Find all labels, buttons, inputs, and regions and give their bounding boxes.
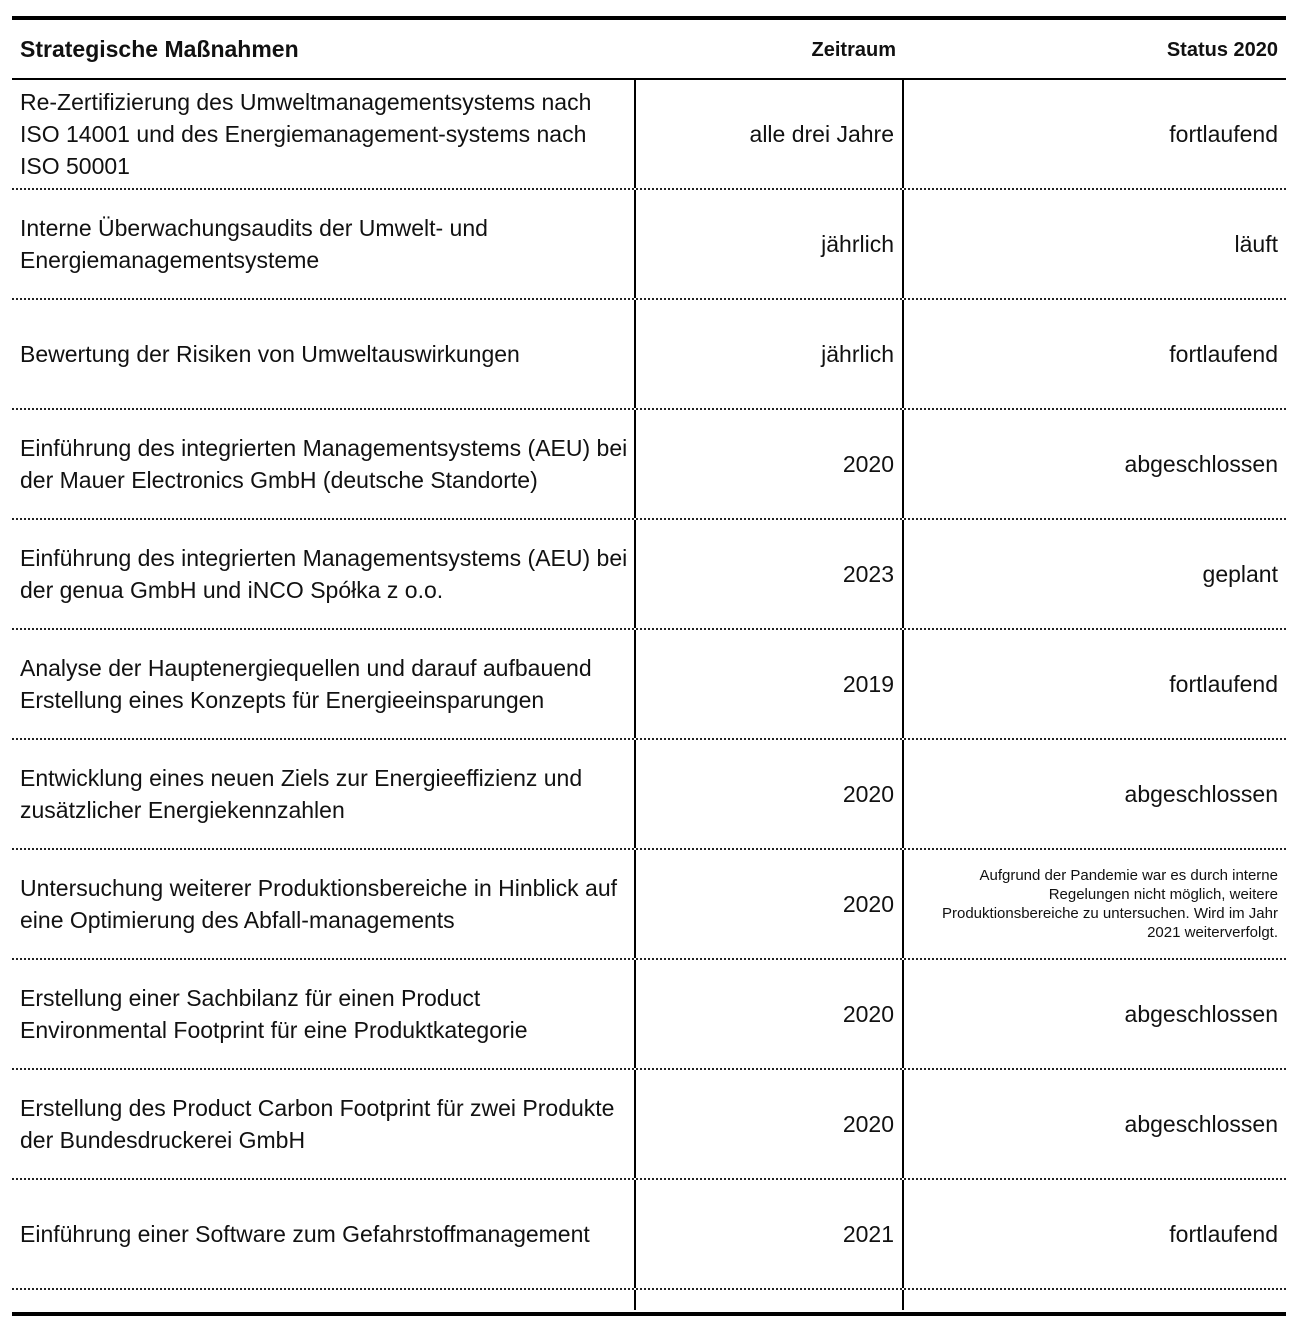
table-bottom-rule	[12, 1312, 1286, 1316]
measure-cell	[12, 410, 636, 518]
status-text: fortlaufend	[1169, 670, 1278, 697]
table-row	[12, 300, 1286, 410]
measure-text: Re-Zertifizierung des Umweltmanagementsystems nach ISO 14001 und des Energiemanagement-systems nach ISO 50001	[20, 89, 592, 179]
status-cell	[904, 80, 1286, 188]
measure-text: Erstellung des Product Carbon Footprint für zwei Produkte der Bundesdruckerei GmbH	[20, 1095, 615, 1153]
status-text: abgeschlossen	[1124, 780, 1278, 807]
measure-cell	[12, 740, 636, 848]
period-text: 2020	[842, 890, 894, 917]
measure-cell	[12, 80, 636, 188]
status-text: fortlaufend	[1169, 340, 1278, 367]
table-row	[12, 190, 1286, 300]
status-cell	[904, 1070, 1286, 1178]
status-cell	[904, 740, 1286, 848]
period-text: 2019	[842, 670, 894, 697]
status-text: fortlaufend	[1169, 120, 1278, 147]
measure-cell	[12, 1180, 636, 1288]
period-cell	[636, 410, 904, 518]
measure-text: Interne Überwachungsaudits der Umwelt- und Energiemanagementsysteme	[20, 215, 488, 273]
status-cell	[904, 300, 1286, 408]
table-row	[12, 630, 1286, 740]
measure-cell	[12, 520, 636, 628]
status-text: geplant	[1202, 560, 1278, 587]
measure-text: Einführung des integrierten Managementsystems (AEU) bei der genua GmbH und iNCO Spółka z o.o.	[20, 545, 628, 603]
period-cell	[636, 190, 904, 298]
status-cell	[904, 520, 1286, 628]
status-cell	[904, 1180, 1286, 1288]
table-body	[12, 80, 1286, 1310]
table-row	[12, 960, 1286, 1070]
measure-cell	[12, 1070, 636, 1178]
period-cell	[636, 1180, 904, 1288]
measure-text: Analyse der Hauptenergiequellen und darauf aufbauend Erstellung eines Konzepts für Energieeinsparungen	[20, 655, 592, 713]
header-status: Status 2020	[1166, 39, 1278, 61]
measure-cell	[12, 850, 636, 958]
measures-table	[12, 16, 1286, 1316]
period-text: 2020	[842, 780, 894, 807]
header-period: Zeitraum	[811, 39, 896, 61]
measure-text: Erstellung einer Sachbilanz für einen Product Environmental Footprint für eine Produktkategorie	[20, 985, 528, 1043]
measure-text: Einführung des integrierten Managementsystems (AEU) bei der Mauer Electronics GmbH (deutsche Standorte)	[20, 435, 628, 493]
status-cell	[904, 850, 1286, 958]
measure-text: Entwicklung eines neuen Ziels zur Energieeffizienz und zusätzlicher Energiekennzahlen	[20, 765, 583, 823]
measure-cell	[12, 630, 636, 738]
period-text: 2023	[842, 560, 894, 587]
table-row	[12, 520, 1286, 630]
table-row	[12, 1070, 1286, 1180]
period-text: alle drei Jahre	[749, 120, 894, 147]
header-measures: Strategische Maßnahmen	[20, 35, 299, 62]
table-tail-spacer	[12, 1290, 1286, 1310]
period-text: 2021	[842, 1220, 894, 1247]
period-cell	[636, 1070, 904, 1178]
status-note-text: Aufgrund der Pandemie war es durch interne Regelungen nicht möglich, weitere Produktionsbereiche zu untersuchen. Wird im Jahr 2021 weiterverfolgt.	[942, 867, 1278, 941]
measure-text: Bewertung der Risiken von Umweltauswirkungen	[20, 341, 520, 367]
period-text: jährlich	[821, 340, 894, 367]
table-row	[12, 1180, 1286, 1290]
status-text: fortlaufend	[1169, 1220, 1278, 1247]
measure-cell	[12, 960, 636, 1068]
table-header-row	[12, 20, 1286, 80]
status-text: läuft	[1234, 230, 1278, 257]
period-cell	[636, 630, 904, 738]
measure-cell	[12, 300, 636, 408]
period-text: 2020	[842, 1000, 894, 1027]
table-row	[12, 80, 1286, 190]
status-cell	[904, 190, 1286, 298]
period-text: 2020	[842, 450, 894, 477]
table-row	[12, 850, 1286, 960]
measure-cell	[12, 190, 636, 298]
table-row	[12, 740, 1286, 850]
measure-text: Einführung einer Software zum Gefahrstoffmanagement	[20, 1221, 590, 1247]
period-cell	[636, 300, 904, 408]
period-cell	[636, 520, 904, 628]
status-cell	[904, 630, 1286, 738]
status-text: abgeschlossen	[1124, 1000, 1278, 1027]
status-cell	[904, 410, 1286, 518]
status-cell	[904, 960, 1286, 1068]
period-cell	[636, 740, 904, 848]
status-text: abgeschlossen	[1124, 1110, 1278, 1137]
period-cell	[636, 960, 904, 1068]
status-text: abgeschlossen	[1124, 450, 1278, 477]
table-row	[12, 410, 1286, 520]
period-text: jährlich	[821, 230, 894, 257]
measure-text: Untersuchung weiterer Produktionsbereiche in Hinblick auf eine Optimierung des Abfall-managements	[20, 875, 618, 933]
period-text: 2020	[842, 1110, 894, 1137]
period-cell	[636, 850, 904, 958]
period-cell	[636, 80, 904, 188]
